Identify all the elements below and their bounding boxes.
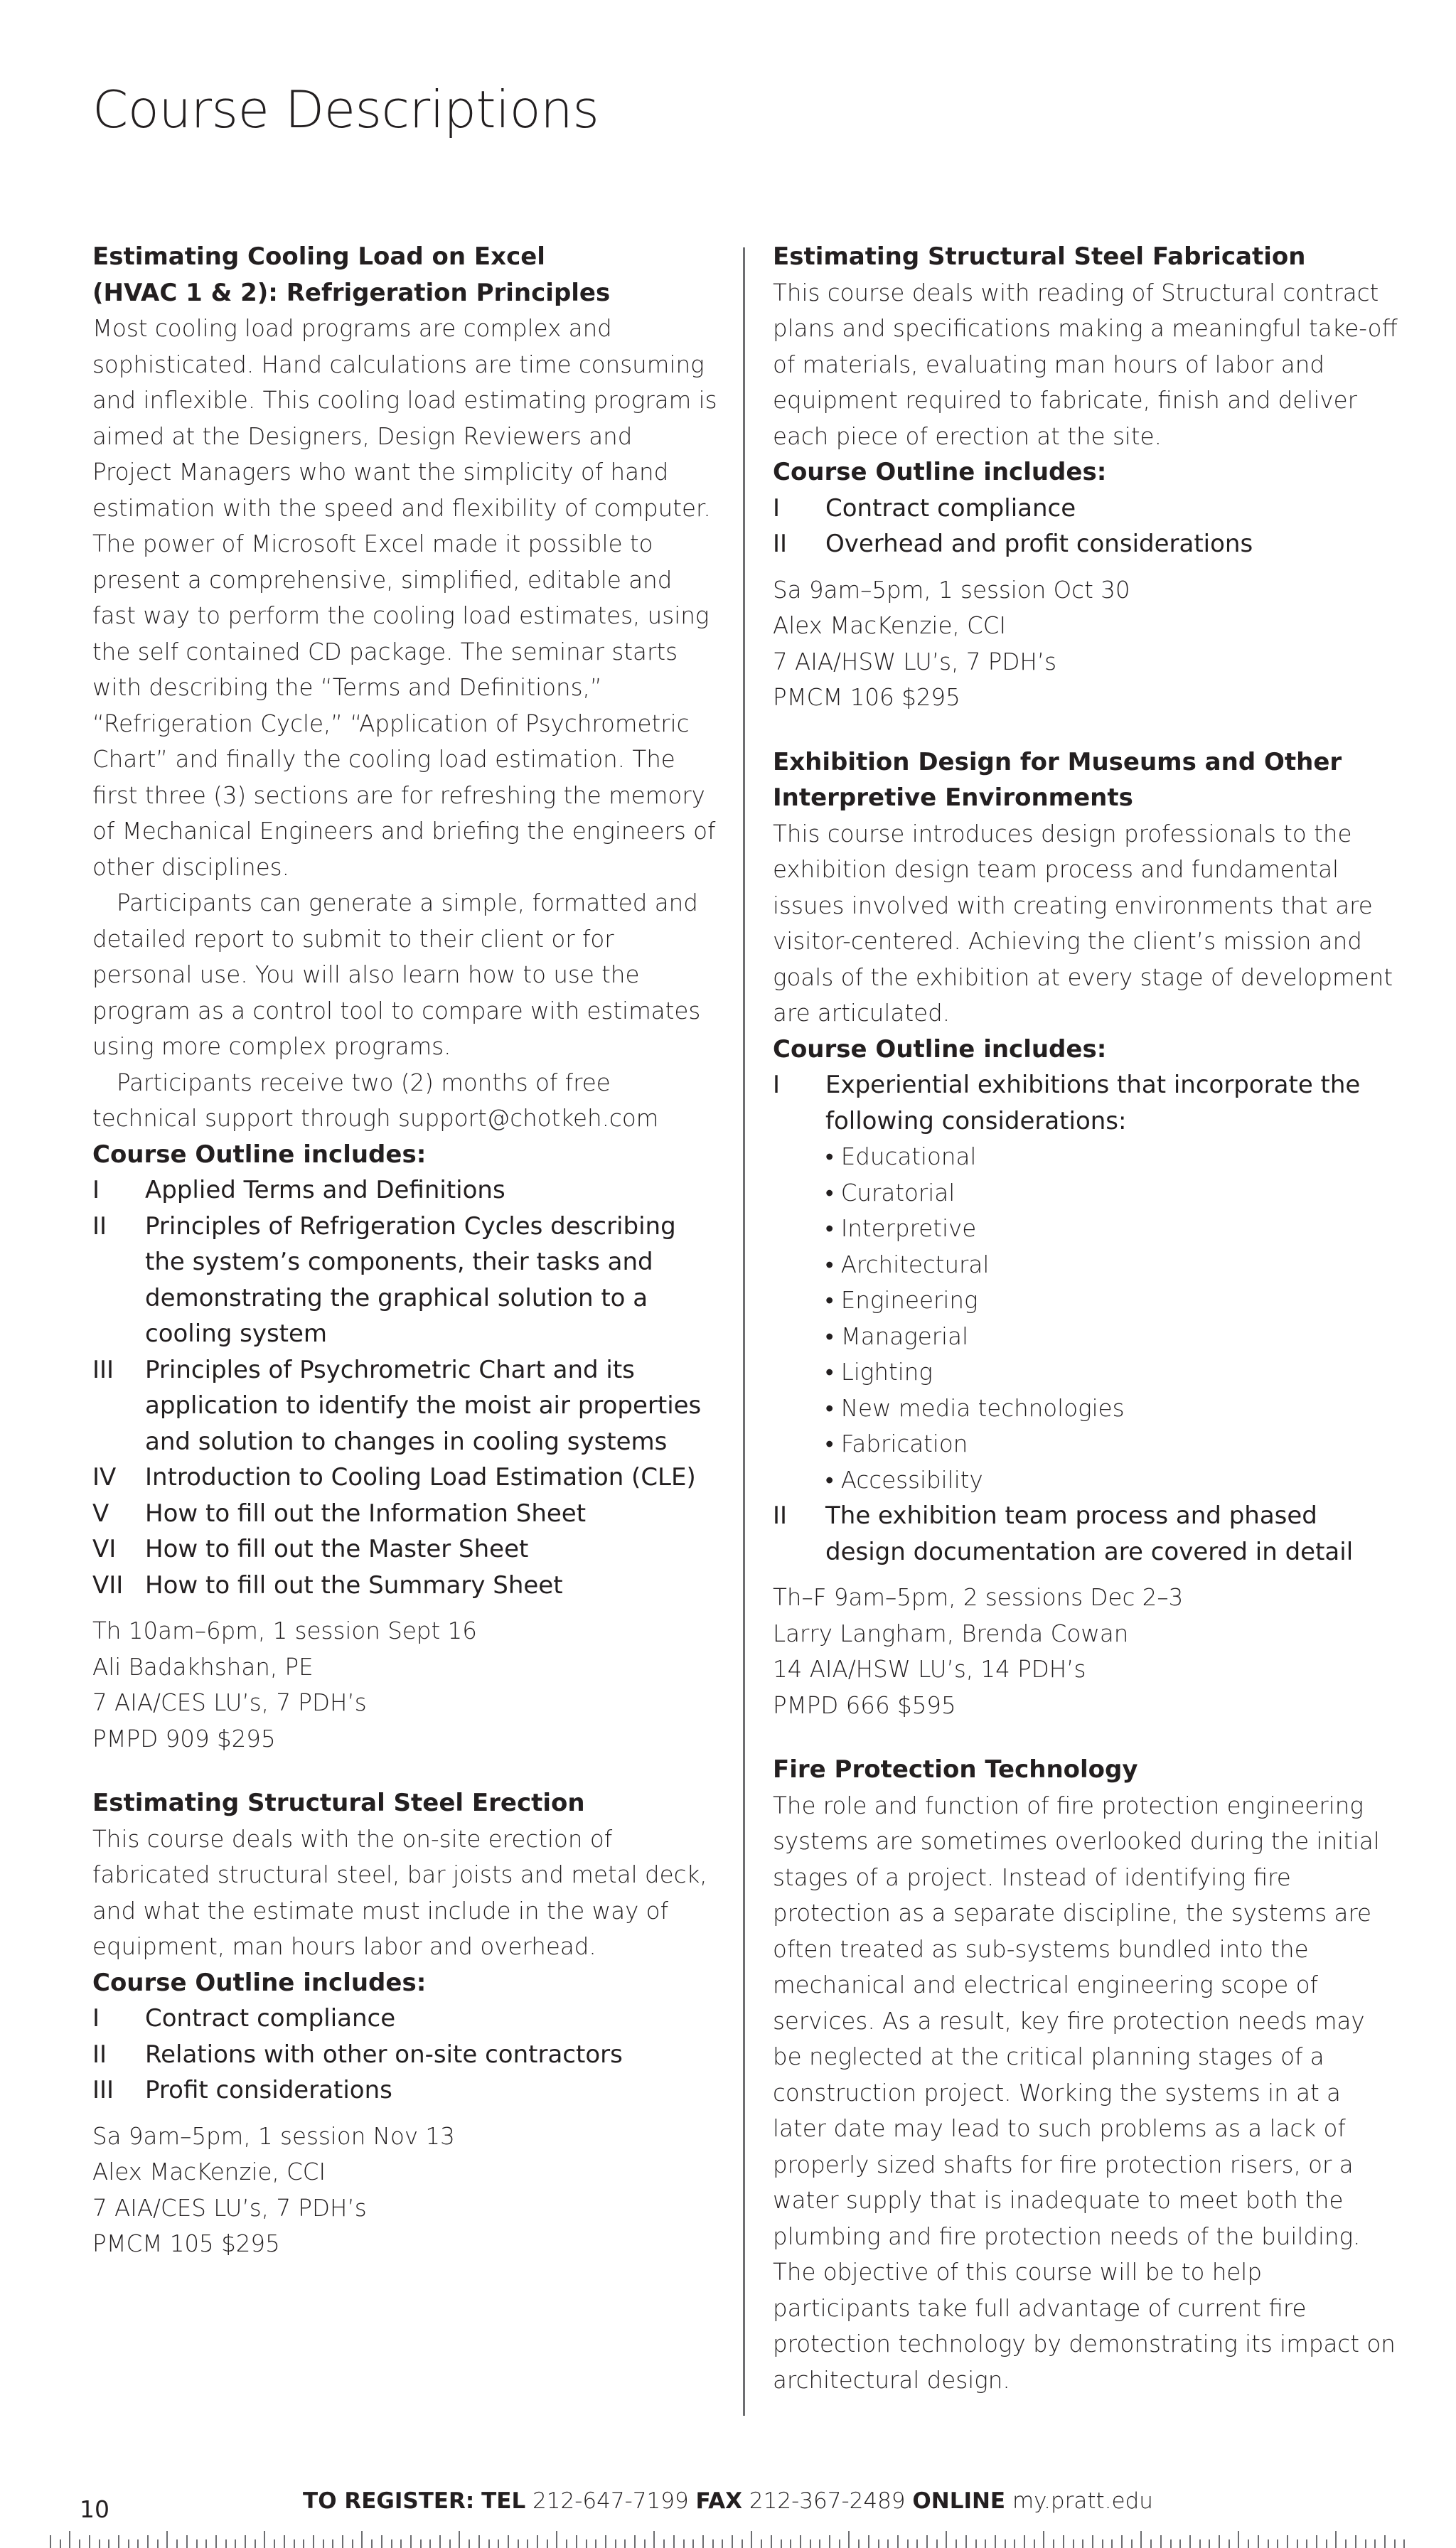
course-schedule: Th–F 9am–5pm, 2 sessions Dec 2–3 <box>773 1584 1184 1611</box>
page-number: 10 <box>80 2495 109 2523</box>
ruler-tick <box>361 2531 363 2548</box>
ruler-tick <box>1326 2539 1327 2548</box>
outline-item: VI How to fill out the Master Sheet <box>92 1535 529 1563</box>
ruler-tick <box>118 2535 119 2548</box>
ruler-tick <box>732 2535 733 2548</box>
outline-item: II The exhibition team process and phased design documentation are covered in detail <box>773 1502 1354 1566</box>
ruler-tick <box>429 2539 431 2548</box>
ruler-tick <box>1034 2539 1035 2548</box>
course-steel-fabrication <box>773 239 1398 716</box>
course-title: Estimating Cooling Load on Excel <box>92 242 545 271</box>
ruler-tick <box>537 2535 538 2548</box>
outline-item: I Experiential exhibitions that incorporate the following considerations: <box>773 1071 1361 1135</box>
register-footer: TO REGISTER: TEL 212-647-7199 FAX 212-367-2489 ONLINE my.pratt.edu <box>303 2488 1153 2514</box>
ruler-tick <box>420 2539 422 2548</box>
ruler-tick <box>673 2535 675 2548</box>
ruler-tick <box>469 2539 470 2548</box>
ruler-tick <box>1111 2539 1113 2548</box>
course-outline <box>92 1172 718 1603</box>
ruler-tick <box>1277 2539 1278 2548</box>
ruler-tick <box>410 2535 412 2548</box>
ruler-tick <box>1238 2531 1239 2548</box>
ruler-tick <box>936 2539 938 2548</box>
ruler-tick <box>381 2535 382 2548</box>
ruler-tick <box>1268 2539 1269 2548</box>
ruler-tick <box>527 2539 528 2548</box>
course-description: The role and function of fire protection engineering systems are sometimes overlooked during the initial stages of a project. Instead of identifying fire protection as a separate discipline, the systems are often treated as sub-systems bundled into the mechanical and electrical engineering scope of services. As a result, key fire protection needs may be neglected at the critical planning stages of a construction project. Working the systems in at a later date may lead to such problems as a lack of properly sized shafts for fire protection risers, or a water supply that is inadequate to meet both the plumbing and fire protection needs of the building. The objective of this course will be to help participants take full advantage of current fire protection technology by demonstrating its impact on architectural design. <box>773 1792 1396 2394</box>
course-title: (HVAC 1 & 2): Refrigeration Principles <box>92 278 611 307</box>
ruler-tick <box>848 2531 850 2548</box>
outline-item: II Relations with other on-site contractors <box>92 2040 623 2069</box>
outline-item: II Principles of Refrigeration Cycles describing the system’s components, their tasks and demonstrating the graphical solution to a cooling system <box>92 1211 676 1348</box>
outline-item: IV Introduction to Cooling Load Estimation (CLE) <box>92 1463 696 1492</box>
course-schedule: Th 10am–6pm, 1 session Sept 16 <box>92 1617 477 1644</box>
ruler-tick <box>459 2531 460 2548</box>
ruler-tick <box>800 2535 801 2548</box>
ruler-tick <box>147 2535 149 2548</box>
course-code-price: PMCM 106 $295 <box>773 684 960 711</box>
course-exhibition-design <box>773 744 1398 1724</box>
course-outline <box>773 491 1398 562</box>
ruler-tick <box>907 2539 909 2548</box>
ruler-tick <box>1189 2535 1191 2548</box>
ruler-tick <box>1248 2539 1249 2548</box>
ruler-tick <box>586 2539 587 2548</box>
course-title: Estimating Structural Steel Erection <box>92 1789 585 1817</box>
course-instructor: Ali Badakhshan, PE <box>92 1653 314 1681</box>
ruler-tick <box>89 2535 90 2548</box>
ruler-tick <box>985 2539 986 2548</box>
ruler-tick <box>829 2535 830 2548</box>
ruler-tick <box>1082 2539 1083 2548</box>
ruler-tick <box>878 2539 879 2548</box>
ruler-tick <box>995 2535 996 2548</box>
ruler-tick <box>1102 2539 1103 2548</box>
ruler-tick <box>615 2539 616 2548</box>
outline-item: V How to fill out the Information Sheet <box>92 1499 587 1528</box>
ruler-tick <box>508 2535 509 2548</box>
ruler-tick <box>605 2535 606 2548</box>
ruler-tick <box>781 2539 782 2548</box>
ruler-tick <box>742 2539 743 2548</box>
list-item: • Fabrication <box>825 1430 968 1457</box>
course-credits: 7 AIA/HSW LU’s, 7 PDH’s <box>773 648 1057 675</box>
list-item: • Curatorial <box>825 1179 956 1206</box>
ruler-tick <box>692 2539 694 2548</box>
outline-item: III Principles of Psychrometric Chart and its application to identify the moist air properties and solution to changes in cooling systems <box>92 1355 702 1456</box>
ruler-tick <box>1355 2535 1356 2548</box>
ruler-tick <box>956 2539 957 2548</box>
ruler-tick <box>1209 2539 1210 2548</box>
ruler-tick <box>332 2539 333 2548</box>
course-description: Participants can generate a simple, formatted and detailed report to submit to their client or for personal use. You will also learn how to use the program as a control tool to compare with estimates using more complex programs. <box>92 889 701 1060</box>
ruler-tick <box>518 2539 519 2548</box>
ruler-tick <box>965 2535 967 2548</box>
ruler-tick <box>1258 2535 1259 2548</box>
page-title: Course Descriptions <box>92 80 599 139</box>
course-description: This course introduces design professionals to the exhibition design team process and fundamental issues involved with creating environments that are visitor-centered. Achieving the client’s mission and goals of the exhibition at every stage of development are articulated. <box>773 820 1393 1027</box>
ruler-tick <box>1073 2539 1074 2548</box>
ruler-tick <box>99 2539 100 2548</box>
ruler-tick <box>235 2539 236 2548</box>
ruler-tick <box>556 2531 557 2548</box>
ruler-tick <box>1140 2531 1142 2548</box>
column-divider <box>743 247 745 2416</box>
ruler-tick <box>1053 2539 1054 2548</box>
ruler-tick <box>391 2539 392 2548</box>
list-item: • Accessibility <box>825 1466 983 1494</box>
course-instructor: Alex MacKenzie, CCI <box>773 612 1007 639</box>
ruler-tick <box>1150 2539 1152 2548</box>
outline-heading: Course Outline includes: <box>773 1034 1107 1064</box>
course-credits: 7 AIA/CES LU’s, 7 PDH’s <box>92 2194 367 2222</box>
ruler-tick <box>284 2535 285 2548</box>
ruler-tick <box>1199 2539 1201 2548</box>
list-item: • Interpretive <box>825 1215 977 1242</box>
ruler-tick <box>196 2539 198 2548</box>
ruler-tick <box>1297 2539 1298 2548</box>
ruler-tick <box>819 2539 820 2548</box>
course-fire-protection <box>773 1752 1398 2398</box>
ruler-tick <box>624 2539 626 2548</box>
ruler-tick <box>274 2539 275 2548</box>
ruler-tick <box>868 2535 869 2548</box>
ruler-tick <box>1121 2535 1123 2548</box>
course-code-price: PMPD 909 $295 <box>92 1725 276 1752</box>
ruler-tick <box>946 2531 947 2548</box>
course-credits: 7 AIA/CES LU’s, 7 PDH’s <box>92 1689 367 1716</box>
ruler-tick <box>342 2535 343 2548</box>
ruler-tick <box>371 2539 373 2548</box>
ruler-tick <box>1316 2535 1317 2548</box>
ruler-tick <box>79 2539 80 2548</box>
course-code-price: PMPD 666 $595 <box>773 1691 956 1719</box>
course-title: Interpretive Environments <box>773 783 1133 812</box>
ruler-tick <box>303 2539 304 2548</box>
ruler-tick <box>790 2539 791 2548</box>
ruler-tick <box>1024 2535 1025 2548</box>
ruler-tick <box>547 2539 548 2548</box>
fax-number: 212-367-2489 <box>749 2488 906 2514</box>
outline-item: I Applied Terms and Definitions <box>92 1176 505 1204</box>
ruler-tick <box>1287 2535 1288 2548</box>
ruler-tick <box>176 2539 178 2548</box>
outline-item: III Profit considerations <box>92 2076 392 2104</box>
outline-heading: Course Outline includes: <box>92 1140 427 1169</box>
ruler-tick <box>245 2535 246 2548</box>
ruler-tick <box>858 2539 860 2548</box>
ruler-tick <box>1170 2539 1172 2548</box>
ruler-tick <box>595 2539 596 2548</box>
ruler-tick <box>576 2535 577 2548</box>
ruler-tick <box>1345 2539 1347 2548</box>
ruler-tick <box>488 2539 490 2548</box>
ruler-tick <box>897 2535 899 2548</box>
ruler-tick <box>128 2539 129 2548</box>
ruler-tick <box>712 2539 714 2548</box>
course-outline <box>773 1067 1398 1139</box>
course-schedule: Sa 9am–5pm, 1 session Nov 13 <box>92 2122 455 2150</box>
considerations-list <box>773 1139 1398 1498</box>
ruler-tick <box>887 2539 889 2548</box>
ruler-tick <box>400 2539 402 2548</box>
ruler-tick <box>439 2535 441 2548</box>
website-link[interactable]: my.pratt.edu <box>1012 2488 1153 2514</box>
ruler-tick <box>60 2539 61 2548</box>
ruler-tick <box>108 2539 109 2548</box>
ruler-tick <box>225 2539 227 2548</box>
ruler-tick <box>926 2535 928 2548</box>
ruler-tick <box>1335 2531 1337 2548</box>
course-instructor: Alex MacKenzie, CCI <box>92 2158 326 2185</box>
ruler-tick <box>1063 2535 1064 2548</box>
course-title: Estimating Structural Steel Fabrication <box>773 242 1306 271</box>
ruler-tick <box>839 2539 840 2548</box>
ruler-tick <box>69 2531 70 2548</box>
list-item: • Managerial <box>825 1322 969 1350</box>
outline-item: II Overhead and profit considerations <box>773 530 1253 558</box>
ruler-tick <box>1374 2539 1376 2548</box>
course-outline <box>773 1498 1398 1570</box>
right-column <box>773 239 1398 2426</box>
ruler-tick <box>498 2539 499 2548</box>
outline-item: VII How to fill out the Summary Sheet <box>92 1570 563 1600</box>
ruler-tick <box>352 2539 353 2548</box>
ruler-tick <box>1092 2535 1093 2548</box>
left-column <box>92 239 718 2291</box>
ruler-tick <box>186 2535 188 2548</box>
course-description: Most cooling load programs are complex and sophisticated. Hand calculations are time consuming and inflexible. This cooling load estimating program is aimed at the Designers, Design Reviewers and Project Managers who want the simplicity of hand estimation with the speed and flexibility of computer. The power of Microsoft Excel made it possible to present a comprehensive, simplified, editable and fast way to perform the cooling load estimates, using the self contained CD package. The seminar starts with describing the “Terms and Definitions,” “Refrigeration Cycle,” “Application of Psychrometric Chart” and finally the cooling load estimation. The first three (3) sections are for refreshing the memory of Mechanical Engineers and briefing the engineers of other disciplines. <box>92 315 717 881</box>
ruler-tick <box>916 2539 918 2548</box>
course-title: Exhibition Design for Museums and Other <box>773 747 1342 776</box>
ruler-tick <box>215 2535 217 2548</box>
ruler-tick <box>771 2535 772 2548</box>
ruler-tick <box>634 2535 636 2548</box>
ruler-tick <box>1131 2539 1133 2548</box>
ruler-tick <box>1179 2539 1181 2548</box>
ruler-tick <box>1306 2539 1307 2548</box>
ruler-tick <box>1365 2539 1366 2548</box>
list-item: • Educational <box>825 1143 977 1170</box>
course-schedule: Sa 9am–5pm, 1 session Oct 30 <box>773 576 1130 604</box>
ruler-tick <box>313 2535 314 2548</box>
ruler-tick <box>751 2531 752 2548</box>
course-cooling-load <box>92 239 718 1757</box>
ruler-tick <box>644 2539 646 2548</box>
ruler-tick <box>449 2539 451 2548</box>
ruler-tick <box>1043 2531 1044 2548</box>
course-steel-erection <box>92 1785 718 2262</box>
ruler-tick <box>722 2539 723 2548</box>
ruler-tick <box>50 2535 51 2548</box>
ruler-tick <box>255 2539 256 2548</box>
course-title: Fire Protection Technology <box>773 1755 1138 1784</box>
ruler-tick <box>975 2539 977 2548</box>
list-item: • Lighting <box>825 1359 933 1386</box>
ruler-tick <box>1394 2539 1396 2548</box>
ruler-tick <box>1403 2539 1405 2548</box>
decorative-ruler <box>50 2531 1415 2548</box>
list-item: • Engineering <box>825 1287 978 1314</box>
course-outline <box>92 2001 718 2109</box>
course-description: Participants receive two (2) months of free technical support through support@chotkeh.com <box>92 1069 659 1132</box>
ruler-tick <box>264 2531 265 2548</box>
course-credits: 14 AIA/HSW LU’s, 14 PDH’s <box>773 1656 1086 1683</box>
ruler-tick <box>653 2531 655 2548</box>
outline-item: I Contract compliance <box>92 2004 396 2033</box>
course-description: This course deals with the on-site erection of fabricated structural steel, bar joists and metal deck, and what the estimate must include in the way of equipment, man hours labor and overhead. <box>92 1825 707 1960</box>
ruler-tick <box>702 2535 704 2548</box>
list-item: • New media technologies <box>825 1394 1125 1422</box>
ruler-tick <box>1005 2539 1006 2548</box>
ruler-tick <box>683 2539 685 2548</box>
phone-number[interactable]: 212-647-7199 <box>532 2488 689 2514</box>
ruler-tick <box>761 2539 762 2548</box>
ruler-tick <box>137 2539 139 2548</box>
ruler-tick <box>566 2539 567 2548</box>
course-instructor: Larry Langham, Brenda Cowan <box>773 1620 1129 1647</box>
ruler-tick <box>663 2539 665 2548</box>
ruler-tick <box>166 2531 168 2548</box>
ruler-tick <box>323 2539 324 2548</box>
list-item: • Architectural <box>825 1251 990 1278</box>
ruler-tick <box>205 2539 207 2548</box>
ruler-tick <box>810 2539 811 2548</box>
ruler-tick <box>1384 2535 1386 2548</box>
outline-heading: Course Outline includes: <box>773 458 1107 486</box>
ruler-tick <box>1219 2535 1220 2548</box>
ruler-tick <box>1228 2539 1230 2548</box>
ruler-tick <box>294 2539 295 2548</box>
outline-item: I Contract compliance <box>773 493 1076 523</box>
ruler-tick <box>478 2535 480 2548</box>
ruler-tick <box>1160 2535 1162 2548</box>
ruler-tick <box>157 2539 159 2548</box>
outline-heading: Course Outline includes: <box>92 1968 427 1997</box>
ruler-tick <box>1014 2539 1015 2548</box>
course-description: This course deals with reading of Structural contract plans and specifications making a meaningful take-off of materials, evaluating man hours of labor and equipment required to fabricate, finish and deliver each piece of erection at the site. <box>773 279 1398 450</box>
course-code-price: PMCM 105 $295 <box>92 2230 280 2257</box>
